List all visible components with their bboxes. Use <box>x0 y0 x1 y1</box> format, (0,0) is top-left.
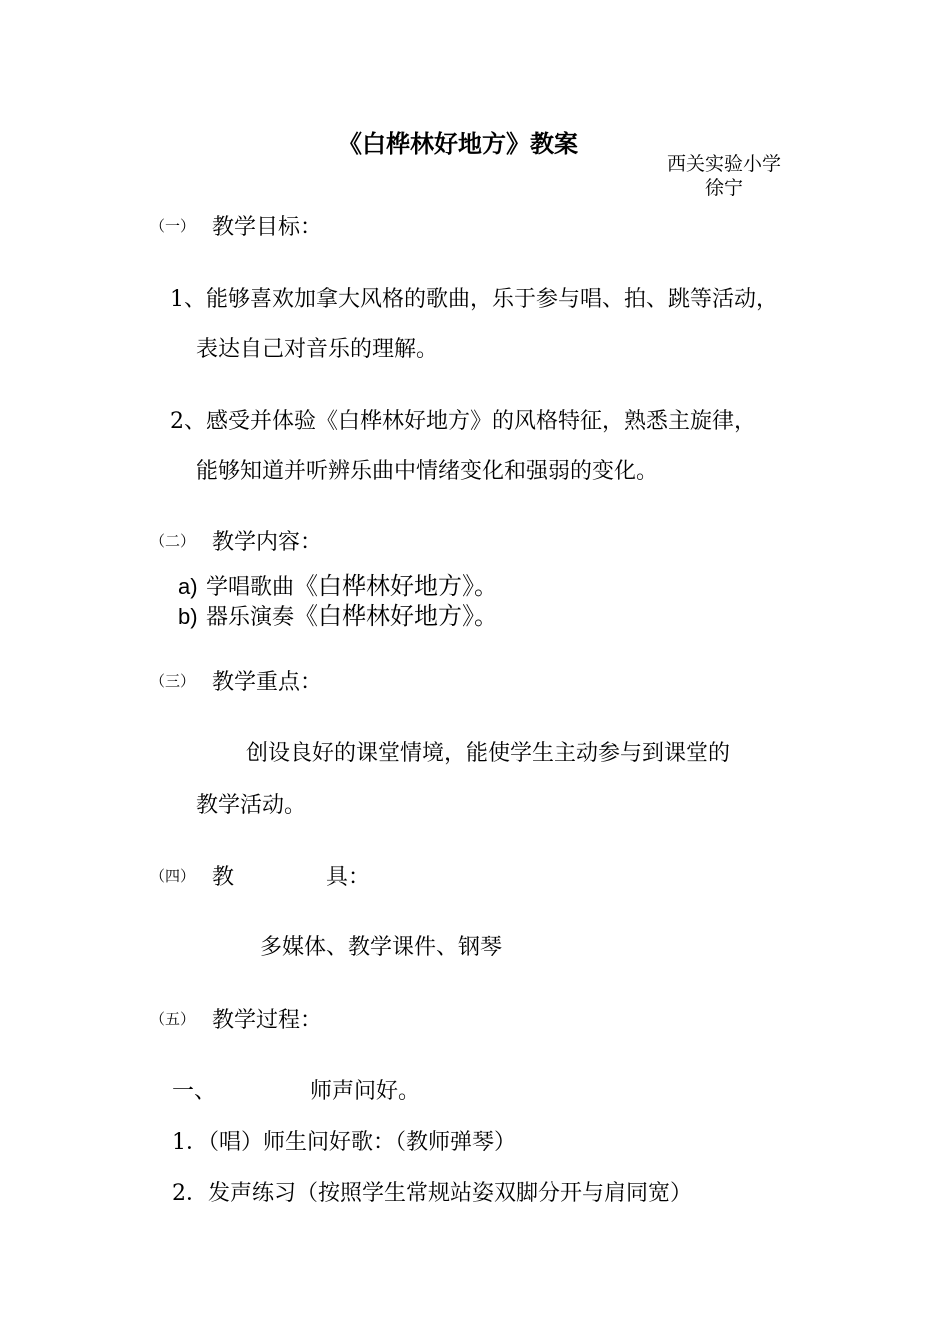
section-heading: 具： <box>326 865 371 890</box>
document-title: 《白桦林好地方》教案 <box>338 129 578 158</box>
author-name: 徐宁 <box>704 177 743 199</box>
list-marker: b) <box>178 604 198 629</box>
process-step-title: 师声问好。 <box>310 1079 421 1104</box>
section-number: （二） <box>150 532 196 550</box>
goal-line: 1、能够喜欢加拿大风格的歌曲，乐于参与唱、拍、跳等活动， <box>170 287 778 312</box>
list-text-title: 《白桦林好地方》。 <box>294 602 499 630</box>
author-block <box>644 152 804 200</box>
goal-line: 能够知道并听辨乐曲中情绪变化和强弱的变化。 <box>196 459 659 484</box>
list-item <box>178 596 498 631</box>
list-text-title: 《白桦林好地方》。 <box>294 572 499 600</box>
process-item: 1．（唱）师生问好歌：（教师弹琴） <box>172 1130 516 1155</box>
process-step-number: 一、 <box>172 1079 217 1104</box>
goal-line: 2、感受并体验《白桦林好地方》的风格特征，熟悉主旋律， <box>170 409 756 434</box>
list-text: 器乐演奏 <box>206 605 295 630</box>
section-heading: 教 <box>212 865 235 890</box>
process-item: 2．发声练习（按照学生常规站姿双脚分开与肩同宽） <box>172 1181 692 1206</box>
section-number: （四） <box>150 867 196 885</box>
focus-line: 教学活动。 <box>196 793 307 818</box>
section-heading: 教学目标： <box>212 215 323 240</box>
section-heading: 教学内容： <box>212 530 323 555</box>
focus-line: 创设良好的课堂情境，能使学生主动参与到课堂的 <box>246 741 731 766</box>
section-number: （五） <box>150 1010 196 1028</box>
list-text: 学唱歌曲 <box>206 575 295 600</box>
section-heading: 教学重点： <box>212 670 323 695</box>
section-number: （一） <box>150 217 196 235</box>
section-heading: 教学过程： <box>212 1008 323 1033</box>
list-marker: a) <box>178 574 198 599</box>
goal-line: 表达自己对音乐的理解。 <box>196 337 439 362</box>
tools-text: 多媒体、教学课件、钢琴 <box>260 935 503 960</box>
section-number: （三） <box>150 672 196 690</box>
author-school: 西关实验小学 <box>666 153 781 175</box>
